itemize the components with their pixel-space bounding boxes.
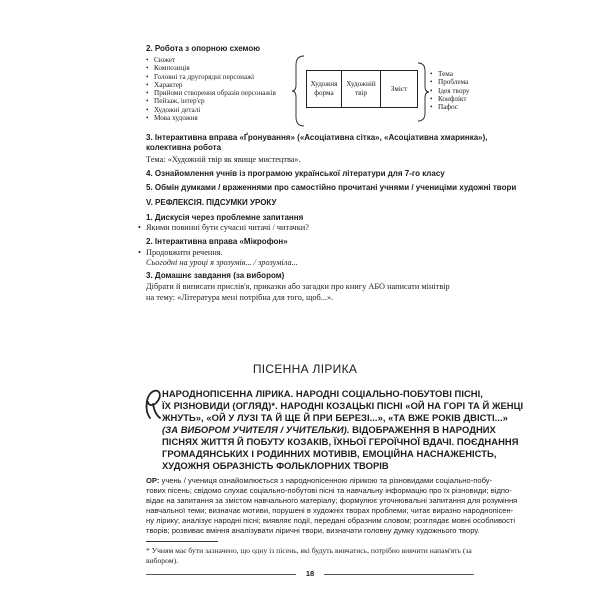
section3-title-line2: колективна робота — [146, 143, 222, 152]
lesson-title-line3: ЖНУТЬ», «ОЙ У ЛУЗІ ТА Й ЩЕ Й ПРИ БЕРЕЗІ...», «ТА ВЖЕ РОКІВ ДВІСТІ...» — [162, 412, 508, 423]
content-elements-list — [430, 70, 470, 111]
section5-title: 5. Обмін думками / враженнями про самостійно прочитані учнями / учениціми художні твори — [146, 183, 517, 192]
lesson-title-line4: (ЗА ВИБОРОМ УЧИТЕЛЯ / УЧИТЕЛЬКИ). ВІДОБРАЖЕННЯ В НАРОДНИХ — [162, 424, 496, 435]
footnote-line1: * Учням має бути зазначено, що одну із пісень, які будуть вивчатись, потрібно вивчити напам'ять (за — [146, 546, 472, 555]
bullet-icon: • — [138, 248, 141, 257]
form-elements-list — [146, 56, 276, 122]
lesson-mark-icon — [142, 388, 164, 422]
list-item: • Головні та другорядні персонажі — [146, 73, 276, 81]
list-item: • Пафос — [430, 103, 470, 111]
list-item: • Ідея твору — [430, 87, 470, 95]
list-item: • Мова художня — [146, 114, 276, 122]
lesson-title-line6: ГРОМАДЯНСЬКИХ І РОДИННИХ МОТИВІВ, ЕМОЦІЙНА НАСНАЖЕНІСТЬ, — [162, 448, 497, 459]
footnote-divider — [146, 541, 218, 542]
reflection-item1: 1. Дискусія через проблемне запитання — [146, 213, 304, 222]
diagram-box-content: Зміст — [380, 70, 418, 108]
list-item: • Характер — [146, 81, 276, 89]
homework-line2: на тему: «Література мені потрібна для того, щоб...». — [146, 293, 334, 302]
outcomes-line5: ну лірику; аналізує народні пісні; виявляє події, передані образним словом; розглядає мовні особливості — [146, 516, 516, 525]
right-bracket — [418, 62, 430, 122]
outcomes-line1: ОР: учень / учениця ознайомлюється з народнопісенною лірикою та різновидами соціально-побу- — [146, 476, 493, 485]
reflection-item2-bullet: • Продовжити речення. — [138, 248, 223, 257]
list-item: • Тема — [430, 70, 470, 78]
section3-theme: Тема: «Художній твір як явище мистецтва». — [146, 155, 301, 164]
list-item: • Проблема — [430, 78, 470, 86]
homework-heading: 3. Домашнє завдання (за вибором) — [146, 271, 285, 280]
page-number: 18 — [305, 569, 315, 578]
list-item: • Художні деталі — [146, 106, 276, 114]
diagram-box-form: Художня форма — [306, 70, 342, 108]
reflection-item2: 2. Інтерактивна вправа «Мікрофон» — [146, 237, 288, 246]
reflection-heading: V. РЕФЛЕКСІЯ. ПІДСУМКИ УРОКУ — [146, 198, 277, 207]
outcomes-line6: творів; розвиває вміння аналізувати ліричні твори, визначати головну думку художнього твору. — [146, 526, 480, 535]
list-item: • Композиція — [146, 64, 276, 72]
outcomes-line4: навчальної теми; визначає мотиви, порушені в художніх творах проблеми; читає виразно народнопісен- — [146, 506, 514, 515]
list-item: • Пейзаж, інтер'єр — [146, 97, 276, 105]
list-item: • Сюжет — [146, 56, 276, 64]
lesson-title-line1: НАРОДНОПІСЕННА ЛІРИКА. НАРОДНІ СОЦІАЛЬНО-ПОБУТОВІ ПІСНІ, — [162, 388, 483, 399]
section4-title: 4. Ознайомлення учнів із програмою української літератури для 7-го класу — [146, 169, 445, 178]
reflection-item1-bullet: • Якими повинні бути сучасні читачі / читачки? — [138, 223, 309, 232]
footnote-line2: вибором). — [146, 556, 178, 565]
section-heading: ПІСЕННА ЛІРИКА — [252, 362, 358, 376]
footer-rule-left — [146, 574, 296, 575]
outcomes-line3: відає на запитання за змістом навчального матеріалу; формулює уточнювальні запитання для розуміння — [146, 496, 518, 505]
homework-line1: Дібрати й виписати прислів'я, приказки або загадки про книгу АБО написати мінітвір — [146, 282, 450, 291]
diagram-box-artwork: Художній твір — [341, 70, 381, 108]
left-bracket — [292, 55, 306, 127]
reflection-item2-example: Сьогодні на уроці я зрозумів... / зрозуміла... — [146, 258, 298, 267]
outcomes-line2: тових пісень; свідомо слухає соціально-побутові пісні та навчальну інформацію про їх різновиди; відпо- — [146, 486, 512, 495]
list-item: • Прийоми створення образів персонажів — [146, 89, 276, 97]
bullet-icon: • — [138, 223, 141, 232]
lesson-title-line2: ЇХ РІЗНОВИДИ (ОГЛЯД)*. НАРОДНІ КОЗАЦЬКІ ПІСНІ «ОЙ НА ГОРІ ТА Й ЖЕНЦІ — [162, 400, 524, 411]
footer-rule-right — [324, 574, 474, 575]
section3-title-line1: 3. Інтерактивна вправа «Ґронування» («Асоціативна сітка», «Асоціативна хмаринка»), — [146, 133, 488, 142]
lesson-title-line7: ХУДОЖНЯ ОБРАЗНІСТЬ ФОЛЬКЛОРНИХ ТВОРІВ — [162, 460, 389, 471]
list-item: • Конфлікт — [430, 95, 470, 103]
section2-title: 2. Робота з опорною схемою — [146, 44, 261, 53]
lesson-title-line5: ПІСНЯХ ЖИТТЯ Й ПОБУТУ КОЗАКІВ, ЇХНЬОЇ ГЕРОЇЧНОЇ ВДАЧІ. ПОЄДНАННЯ — [162, 436, 519, 447]
